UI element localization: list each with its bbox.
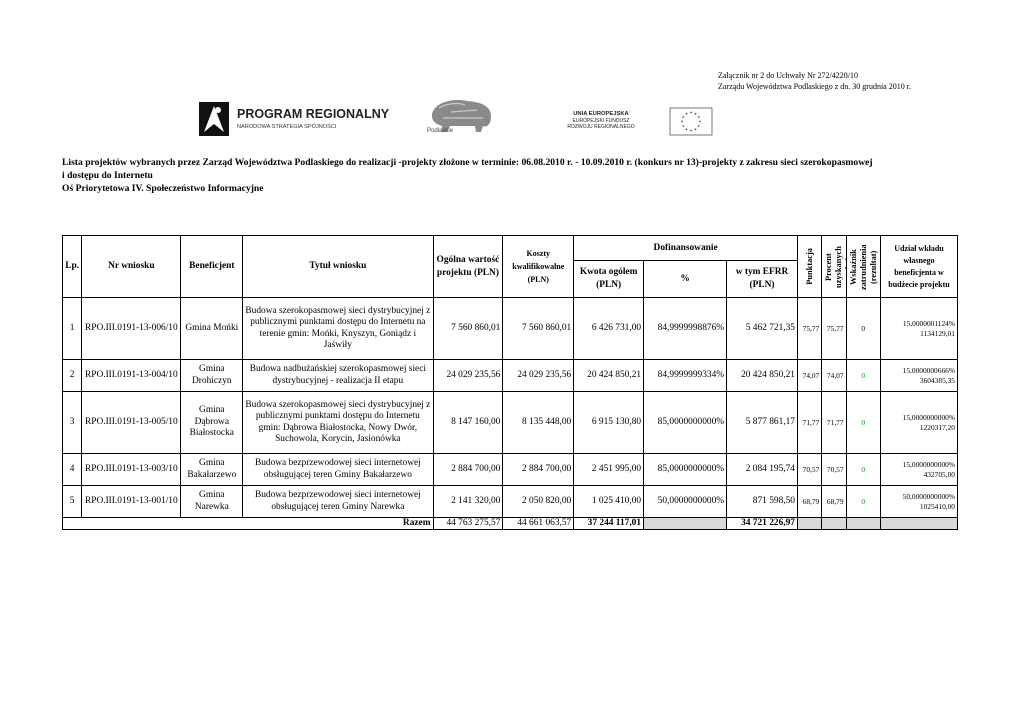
cell-udzial-val: 3604385,35 — [919, 375, 955, 385]
header-procent: Procent uzyskanych — [824, 245, 844, 288]
eu-star-icon — [698, 116, 700, 118]
cell-udzial-val: 1134129,01 — [920, 328, 955, 338]
cell-ogolna: 2 884 700,00 — [433, 454, 503, 486]
cell-udzial — [880, 392, 957, 454]
cell-procent-punktow: 75,77 — [822, 298, 846, 360]
eu-star-icon — [695, 113, 697, 115]
cell-ogolna: 24 029 235,56 — [433, 360, 503, 392]
cell-lp: 2 — [63, 360, 82, 392]
total-label: Razem — [63, 518, 434, 530]
cell-procent-punktow: 70,57 — [822, 454, 846, 486]
cell-udzial-val: 1025410,00 — [919, 501, 955, 511]
cell-kwota: 1 025 410,00 — [574, 486, 644, 518]
table-row — [63, 392, 958, 454]
cell-kwota: 6 426 731,00 — [574, 298, 644, 360]
cell-wskaznik: 0 — [846, 298, 880, 360]
heading-line-2: i dostępu do Internetu — [62, 170, 153, 181]
cell-koszty: 24 029 235,56 — [503, 360, 574, 392]
cell-nr-wniosku: RPO.III.0191-13-003/10 — [82, 454, 181, 486]
eu-star-icon — [695, 128, 697, 130]
cell-lp: 5 — [63, 486, 82, 518]
cell-procent-punktow: 74,07 — [822, 360, 846, 392]
attachment-line-2: Zarządu Województwa Podlaskiego z dn. 30 grudnia 2010 r. — [718, 82, 911, 91]
eu-star-icon — [682, 125, 684, 127]
table-row — [63, 298, 958, 360]
cell-punktacja: 75,77 — [797, 298, 821, 360]
cell-wskaznik: 0 — [846, 360, 880, 392]
total-punktacja-empty — [797, 518, 821, 530]
cell-udzial-pct: 15,0000000666% — [902, 365, 955, 375]
eu-star-icon — [698, 125, 700, 127]
eu-star-icon — [682, 116, 684, 118]
cell-nr-wniosku: RPO.III.0191-13-004/10 — [82, 360, 181, 392]
header-punktacja-cell — [797, 236, 821, 298]
cell-udzial-val: 1220317,20 — [919, 422, 955, 432]
header-beneficjent: Beneficjent — [181, 236, 243, 298]
cell-udzial — [880, 486, 957, 518]
cell-lp: 4 — [63, 454, 82, 486]
cell-procent: 84,9999999334% — [644, 360, 727, 392]
total-row — [63, 518, 958, 530]
cell-beneficjent: Gmina Dąbrowa Białostocka — [181, 392, 243, 454]
header-punktacja: Punktacja — [804, 248, 814, 285]
cell-ogolna: 7 560 860,01 — [433, 298, 503, 360]
table-row — [63, 360, 958, 392]
cell-beneficjent: Gmina Narewka — [181, 486, 243, 518]
header-dofinansowanie: Dofinansowanie — [574, 236, 798, 261]
table-row — [63, 454, 958, 486]
cell-wskaznik: 0 — [846, 454, 880, 486]
cell-beneficjent: Gmina Bakałarzewo — [181, 454, 243, 486]
header-procent-cell — [822, 236, 846, 298]
eu-logo — [567, 108, 712, 135]
projects-table — [62, 235, 958, 530]
eu-line-2: EUROPEJSKI FUNDUSZ — [572, 118, 630, 124]
cell-koszty: 8 135 448,00 — [503, 392, 574, 454]
cell-punktacja: 71,77 — [797, 392, 821, 454]
cell-beneficjent: Gmina Mońki — [181, 298, 243, 360]
cell-lp: 3 — [63, 392, 82, 454]
cell-udzial-val: 432705,00 — [923, 469, 955, 479]
cell-wskaznik: 0 — [846, 392, 880, 454]
eu-star-icon — [686, 113, 688, 115]
cell-punktacja: 74,07 — [797, 360, 821, 392]
program-regionalny-logo — [199, 102, 390, 136]
cell-koszty: 2 884 700,00 — [503, 454, 574, 486]
table-row — [63, 486, 958, 518]
eu-star-icon — [690, 130, 692, 132]
table-body — [63, 298, 958, 530]
eu-star-icon — [686, 128, 688, 130]
cell-procent-punktow: 68,79 — [822, 486, 846, 518]
total-wskaznik-empty — [846, 518, 880, 530]
eu-star-icon — [690, 112, 692, 114]
header-ogolna: Ogólna wartość projektu (PLN) — [433, 236, 503, 298]
header-procent-dofin: % — [644, 261, 727, 298]
attachment-note — [718, 70, 911, 92]
cell-tytul: Budowa nadbużańskiej szerokopasmowej sieci dystrybucyjnej - realizacja II etapu — [243, 360, 433, 392]
cell-koszty: 2 050 820,00 — [503, 486, 574, 518]
header-wskaznik-cell — [846, 236, 880, 298]
cell-tytul: Budowa szerokopasmowej sieci dystrybucyjnej z publicznymi punktami dostępu do Internetu gmin: Dąbrowa Białostocka, Nowy Dwór, Suchowola, Korycin, Jasionówka — [243, 392, 433, 454]
header-kwota: Kwota ogólem (PLN) — [574, 261, 644, 298]
total-ogolna: 44 763 275,57 — [433, 518, 503, 530]
header-nr-wniosku: Nr wniosku — [82, 236, 181, 298]
heading-line-1: Lista projektów wybranych przez Zarząd Województwa Podlaskiego do realizacji -projekty złożone w terminie: 06.08.2010 r. - 10.09.2010 r. (konkurs nr 13)-projekty z zakresu sieci szerokopasmowej — [62, 157, 873, 168]
cell-nr-wniosku: RPO.III.0191-13-005/10 — [82, 392, 181, 454]
cell-lp: 1 — [63, 298, 82, 360]
cell-ogolna: 2 141 320,00 — [433, 486, 503, 518]
total-kwota: 37 244 117,01 — [574, 518, 644, 530]
cell-tytul: Budowa bezprzewodowej sieci internetowej obsługującej teren Gminy Bakałarzewo — [243, 454, 433, 486]
cell-kwota: 6 915 130,80 — [574, 392, 644, 454]
podlaskie-bison-logo — [427, 100, 491, 134]
header-koszty: Koszty kwalifikowalne (PLN) — [503, 236, 574, 298]
cell-udzial-pct: 15,0000000000% — [902, 459, 955, 469]
cell-tytul: Budowa szerokopasmowej sieci dystrybucyjnej z publicznymi punktami dostępu do Internetu na terenie gmin: Mońki, Knyszyn, Goniądz i Jaświły — [243, 298, 433, 360]
cell-wskaznik: 0 — [846, 486, 880, 518]
cell-beneficjent: Gmina Drohiczyn — [181, 360, 243, 392]
cell-procent: 50,0000000000% — [644, 486, 727, 518]
cell-efrr: 871 598,50 — [727, 486, 798, 518]
cell-punktacja: 70,57 — [797, 454, 821, 486]
eu-star-icon — [681, 121, 683, 123]
total-udzial-empty — [880, 518, 957, 530]
cell-udzial — [880, 360, 957, 392]
attachment-line-1: Załącznik nr 2 do Uchwały Nr 272/4220/10 — [718, 71, 858, 80]
header-efrr: w tym EFRR (PLN) — [727, 261, 798, 298]
cell-punktacja: 68,79 — [797, 486, 821, 518]
cell-efrr: 20 424 850,21 — [727, 360, 798, 392]
cell-udzial — [880, 298, 957, 360]
document-heading — [62, 156, 962, 195]
cell-kwota: 2 451 995,00 — [574, 454, 644, 486]
heading-line-3: Oś Priorytetowa IV. Społeczeństwo Informacyjne — [62, 183, 264, 194]
cell-kwota: 20 424 850,21 — [574, 360, 644, 392]
cell-efrr: 2 084 195,74 — [727, 454, 798, 486]
eu-line-1: UNIA EUROPEJSKA — [573, 111, 629, 117]
cell-procent-punktow: 71,77 — [822, 392, 846, 454]
podlaskie-label: Podlaskie — [427, 128, 454, 134]
cell-udzial-pct: 50,0000000000% — [902, 491, 955, 501]
eu-star-icon — [699, 121, 701, 123]
total-procent-empty — [644, 518, 727, 530]
cell-efrr: 5 877 861,17 — [727, 392, 798, 454]
cell-udzial — [880, 454, 957, 486]
header-tytul: Tytuł wniosku — [243, 236, 433, 298]
total-procent-punktow-empty — [822, 518, 846, 530]
cell-tytul: Budowa bezprzewodowej sieci internetowej obsługującej teren Gminy Narewka — [243, 486, 433, 518]
cell-efrr: 5 462 721,35 — [727, 298, 798, 360]
total-efrr: 34 721 226,97 — [727, 518, 798, 530]
eu-line-3: ROZWOJU REGIONALNEGO — [567, 124, 635, 130]
header-lp: Lp. — [63, 236, 82, 298]
cell-udzial-pct: 15,0000001124% — [902, 318, 955, 328]
header-wskaznik: Wskaźnik zatrudnienia (rezultat) — [849, 243, 879, 290]
cell-procent: 85,0000000000% — [644, 392, 727, 454]
cell-procent: 84,9999998876% — [644, 298, 727, 360]
program-title: PROGRAM REGIONALNY — [237, 107, 390, 121]
cell-procent: 85,0000000000% — [644, 454, 727, 486]
cell-nr-wniosku: RPO.III.0191-13-006/10 — [82, 298, 181, 360]
program-subtitle: NARODOWA STRATEGIA SPÓJNOŚCI — [237, 124, 337, 130]
cell-ogolna: 8 147 160,00 — [433, 392, 503, 454]
cell-koszty: 7 560 860,01 — [503, 298, 574, 360]
total-koszty: 44 661 063,57 — [503, 518, 574, 530]
cell-udzial-pct: 15,0000000000% — [902, 412, 955, 422]
header-udzial: Udział wkładu własnego beneficjenta w budżecie projektu — [880, 236, 957, 298]
logos-strip — [195, 96, 725, 140]
cell-nr-wniosku: RPO.III.0191-13-001/10 — [82, 486, 181, 518]
